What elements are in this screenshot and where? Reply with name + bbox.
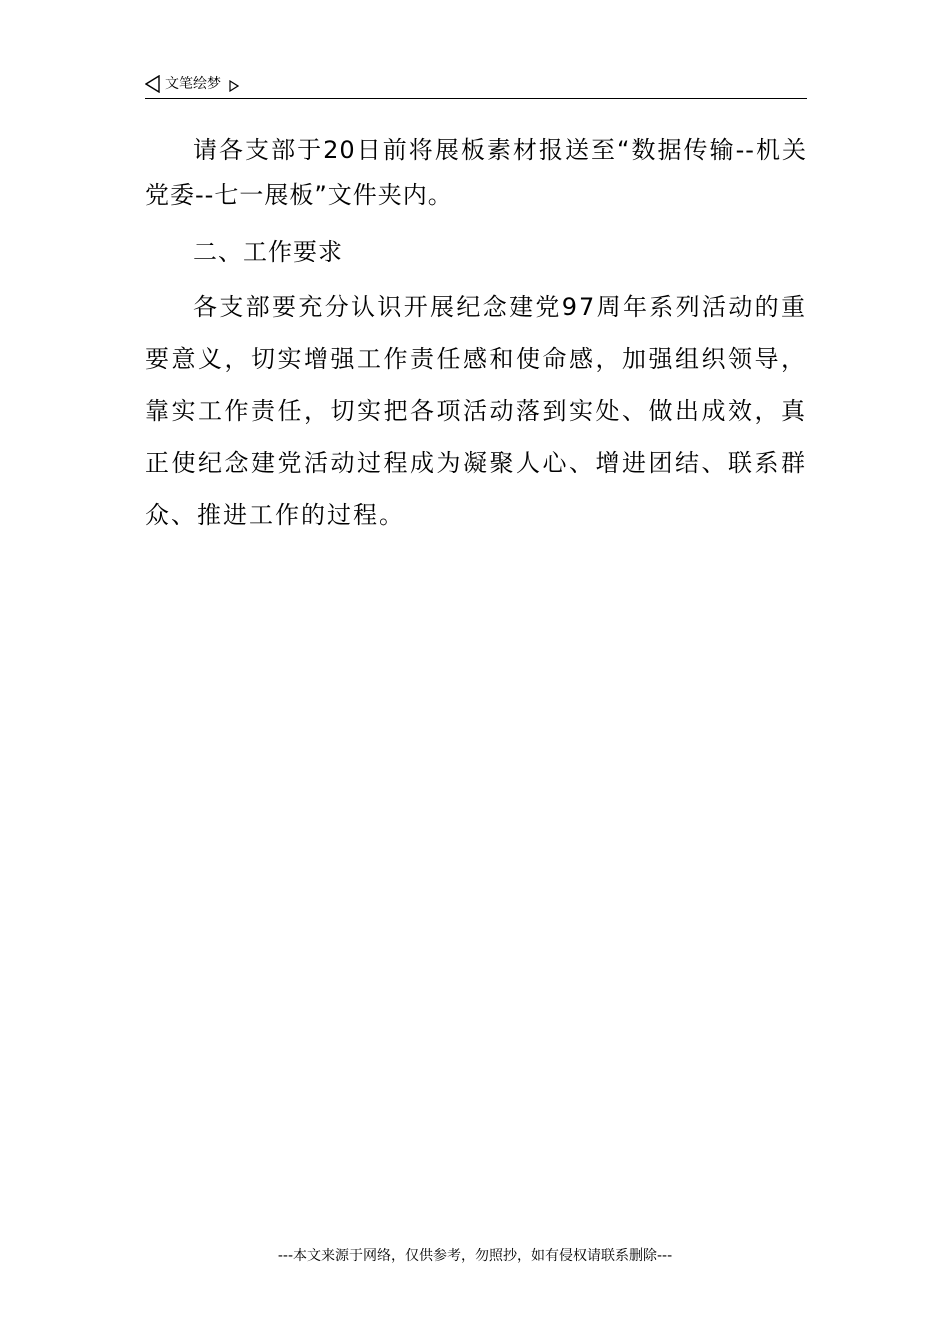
page-header xyxy=(145,72,807,99)
right-triangle-icon xyxy=(229,78,239,90)
section-heading-work-requirements: 二、工作要求 xyxy=(193,238,343,266)
left-triangle-icon xyxy=(145,75,161,93)
page-footer: ---本文来源于网络，仅供参考，勿照抄，如有侵权请联系删除--- xyxy=(277,1248,673,1264)
paragraph-work-requirements: 各支部要充分认识开展纪念建党97周年系列活动的重要意义，切实增强工作责任感和使命感，加强组织领导，靠实工作责任，切实把各项活动落到实处、做出成效，真正使纪念建党活动过程成为凝聚人心、增进团结、联系群众、推进工作的过程。 xyxy=(145,293,807,529)
header-title: 文笔绘梦 xyxy=(165,76,221,92)
header-content xyxy=(145,74,239,94)
document-body xyxy=(145,128,807,541)
paragraph-submission: 请各支部于20日前将展板素材报送至“数据传输--机关党委--七一展板”文件夹内。 xyxy=(145,136,807,209)
